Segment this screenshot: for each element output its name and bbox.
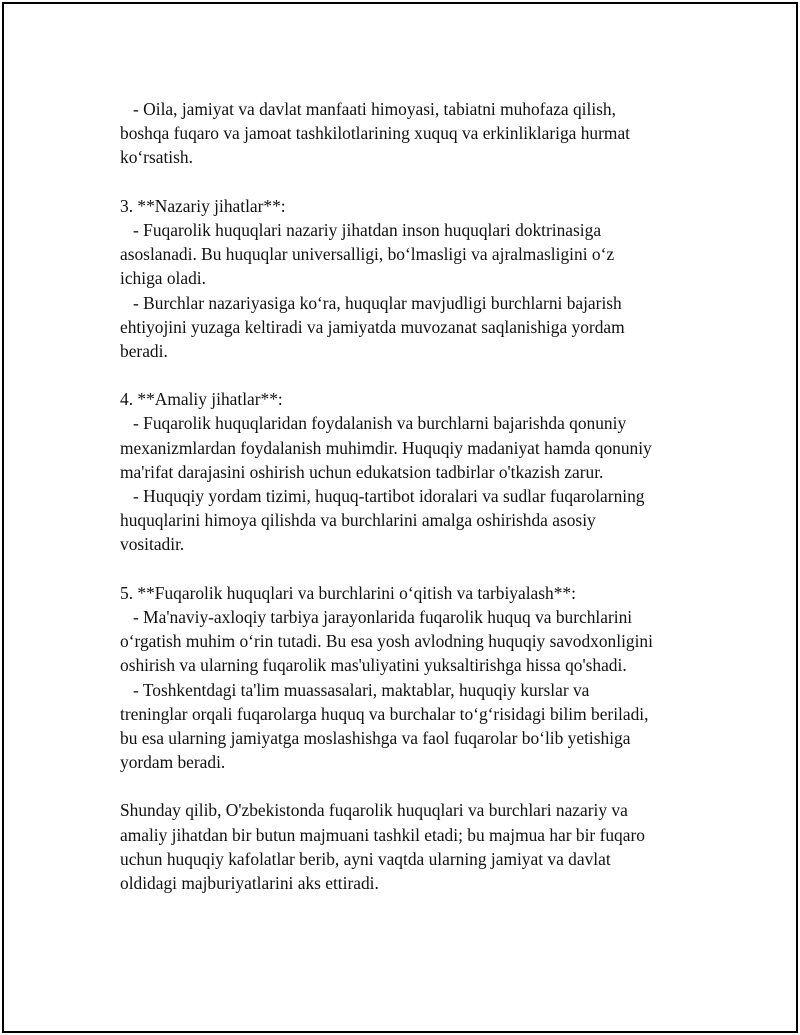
text-line: - Burchlar nazariyasiga ko‘ra, huquqlar mavjudligi burchlarni bajarish <box>120 292 622 313</box>
text-line: oshirish va ularning fuqarolik mas'uliyatini yuksaltirishga hissa qo'shadi. <box>120 655 627 676</box>
text-line: uchun huquqiy kafolatlar berib, ayni vaqtda ularning jamiyat va davlat <box>120 848 611 869</box>
text-line: treninglar orqali fuqarolarga huquq va burchalar to‘g‘risidagi bilim beriladi, <box>120 703 649 724</box>
text-line: o‘rgatish muhim o‘rin tutadi. Bu esa yosh avlodning huquqiy savodxonligini <box>120 631 653 652</box>
paragraph-gap <box>120 170 710 194</box>
text-line: Shunday qilib, O'zbekistonda fuqarolik huquqlari va burchlari nazariy va <box>120 800 628 821</box>
text-line: - Oila, jamiyat va davlat manfaati himoyasi, tabiatni muhofaza qilish, <box>120 99 616 119</box>
text-line: - Ma'naviy-axloqiy tarbiya jarayonlarida fuqarolik huquq va burchlarini <box>120 606 633 627</box>
text-line: - Fuqarolik huquqlaridan foydalanish va burchlarni bajarishda qonuniy <box>120 413 627 434</box>
text-line: oldidagi majburiyatlarini aks ettiradi. <box>120 873 379 893</box>
paragraph-gap <box>120 557 710 581</box>
paragraph-gap <box>120 774 710 798</box>
text-line: - Huquqiy yordam tizimi, huquq-tartibot idoralari va sudlar fuqarolarning <box>120 486 645 506</box>
text-line: ko‘rsatish. <box>120 147 193 168</box>
text-line: amaliy jihatdan bir butun majmuani tashkil etadi; bu majmua har bir fuqaro <box>120 824 645 845</box>
section-nazariy-jihatlar <box>120 194 710 363</box>
text-line: bu esa ularning jamiyatga moslashishga va faol fuqarolar bo‘lib yetishiga <box>120 727 631 748</box>
text-line: - Fuqarolik huquqlari nazariy jihatdan inson huquqlari doktrinasiga <box>120 219 602 240</box>
text-line: vositadir. <box>120 534 185 555</box>
section-heading: 5. **Fuqarolik huquqlari va burchlarini o‘qitish va tarbiyalash**: <box>120 582 576 603</box>
text-line: asoslanadi. Bu huquqlar universalligi, bo‘lmasligi va ajralmasligini o‘z <box>120 244 615 265</box>
section-amaliy-jihatlar <box>120 387 710 556</box>
text-line: ichiga oladi. <box>120 268 206 289</box>
text-line: huquqlarini himoya qilishda va burchlarini amalga oshirishda asosiy <box>120 510 596 531</box>
paragraph-gap <box>120 363 710 387</box>
section-oqitish-tarbiyalash <box>120 581 710 775</box>
text-line: beradi. <box>120 340 168 361</box>
text-line: ma'rifat darajasini oshirish uchun edukatsion tadbirlar o'tkazish zarur. <box>120 461 604 482</box>
text-line: boshqa fuqaro va jamoat tashkilotlarining xuquq va erkinliklariga hurmat <box>120 123 630 144</box>
document-body <box>120 97 710 895</box>
text-line: mexanizmlardan foydalanish muhimdir. Huquqiy madaniyat hamda qonuniy <box>120 437 652 458</box>
text-line: ehtiyojini yuzaga keltiradi va jamiyatda muvozanat saqlanishiga yordam <box>120 316 625 337</box>
text-line: yordam beradi. <box>120 752 226 773</box>
section-heading: 3. **Nazariy jihatlar**: <box>120 195 286 216</box>
page-frame <box>2 2 798 1033</box>
paragraph-intro-bullet <box>120 97 710 170</box>
paragraph-conclusion <box>120 798 710 895</box>
text-line: - Toshkentdagi ta'lim muassasalari, maktablar, huquqiy kurslar va <box>120 679 590 700</box>
section-heading: 4. **Amaliy jihatlar**: <box>120 389 283 410</box>
